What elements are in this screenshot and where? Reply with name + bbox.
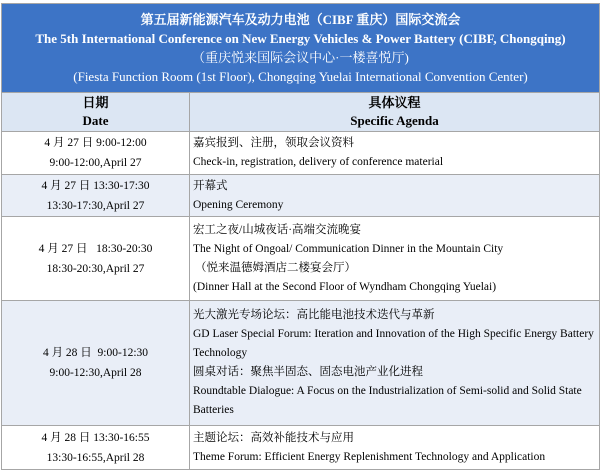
date-en: 13:30-17:30,April 27 [46,199,145,212]
date-zh: 4 月 28 日 13:30-16:55 [41,431,150,444]
agenda-line: The Night of Ongoal/ Communication Dinner in the Mountain City [193,242,504,255]
venue-zh: （重庆悦来国际会议中心·一楼喜悦厅) [192,50,409,65]
agenda-line: 宏工之夜/山城夜话·高端交流晚宴 [193,223,362,236]
agenda-line: 主题论坛：高效补能技术与应用 [193,431,354,444]
agenda-line: （悦来温德姆酒店二楼宴会厅） [195,261,356,274]
date-zh: 4 月 27 日 9:00-12:00 [44,137,147,149]
agenda-line: Roundtable Dialogue: A Focus on the Industrialization of Semi-solid and Solid State Batteries [193,385,582,416]
date-header-zh: 日期 [82,95,109,110]
agenda-cell [190,175,600,217]
title-en: The 5th International Conference on New Energy Vehicles & Power Battery (CIBF, Chongqing) [35,31,566,46]
agenda-line: Opening Ceremony [193,198,284,211]
agenda-cell [190,301,600,426]
venue-en: (Fiesta Function Room (1st Floor), Chongqing Yuelai International Convention Center) [73,69,528,84]
agenda-cell [190,132,600,175]
agenda-header-zh: 具体议程 [368,95,421,110]
agenda-cell [190,217,600,301]
column-header-row [2,93,600,132]
date-en: 18:30-20:30,April 27 [46,262,145,275]
agenda-line: 开幕式 [193,179,228,192]
agenda-line: (Dinner Hall at the Second Floor of Wyndham Chongqing Yuelai) [193,280,497,293]
table-row [2,217,600,301]
agenda-line: Check-in, registration, delivery of conference material [193,156,444,168]
agenda-line: GD Laser Special Forum: Iteration and Innovation of the High Specific Energy Battery Technology [193,328,594,359]
date-zh: 4 月 27 日 13:30-17:30 [41,179,150,192]
date-en: 9:00-12:30,April 28 [49,367,142,379]
agenda-column-header [190,93,600,132]
date-cell [2,217,190,301]
date-header-en: Date [82,113,109,128]
title-zh: 第五届新能源汽车及动力电池（CIBF 重庆）国际交流会 [140,12,461,27]
agenda-line: 光大激光专场论坛：高比能电池技术迭代与革新 [193,309,435,321]
header-banner [2,4,600,93]
date-cell [2,132,190,175]
date-cell [2,301,190,426]
date-zh: 4 月 28 日 9:00-12:30 [42,347,149,359]
table-header-row [2,4,600,93]
agenda-line: 嘉宾报到、注册，领取会议资料 [193,137,354,149]
agenda-header-en: Specific Agenda [350,113,439,128]
agenda-table [1,3,600,470]
date-en: 13:30-16:55,April 28 [46,451,145,464]
date-en: 9:00-12:00,April 27 [49,157,142,169]
agenda-line: 圆桌对话：聚焦半固态、固态电池产业化进程 [193,366,423,378]
agenda-cell [190,426,600,470]
date-zh: 4 月 27 日 18:30-20:30 [38,242,153,255]
table-row [2,132,600,175]
table-row [2,175,600,217]
table-row [2,301,600,426]
date-cell [2,426,190,470]
date-cell [2,175,190,217]
date-column-header [2,93,190,132]
table-row [2,426,600,470]
agenda-line: Theme Forum: Efficient Energy Replenishment Technology and Application [193,450,546,463]
